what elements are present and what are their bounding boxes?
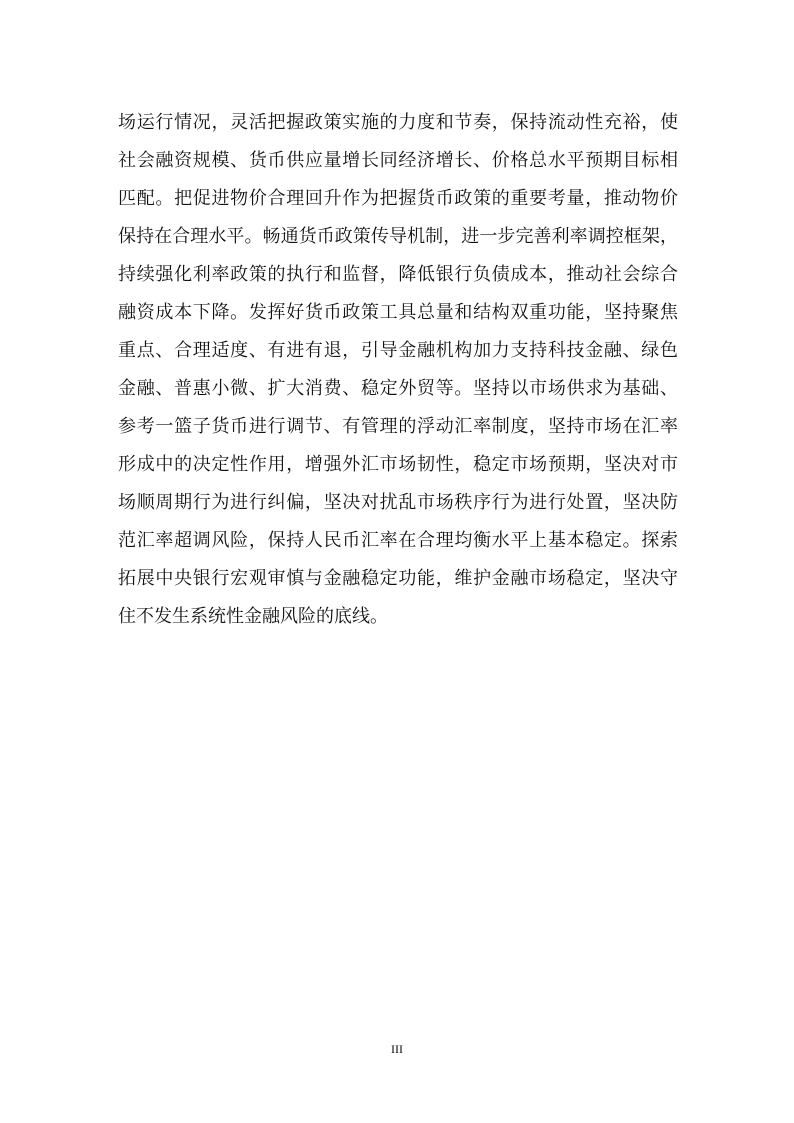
text-line: 金融、普惠小微、扩大消费、稳定外贸等。坚持以市场供求为基础、 (118, 378, 678, 399)
text-line: 持续强化利率政策的执行和监督，降低银行负债成本，推动社会综合 (118, 264, 678, 285)
text-line: 社会融资规模、货币供应量增长同经济增长、价格总水平预期目标相 (118, 150, 678, 171)
text-line: 重点、合理适度、有进有退，引导金融机构加力支持科技金融、绿色 (118, 340, 678, 361)
text-line: 保持在合理水平。畅通货币政策传导机制，进一步完善利率调控框架， (118, 226, 678, 247)
body-paragraph (118, 104, 678, 636)
page-number: III (391, 1042, 403, 1056)
text-line: 融资成本下降。发挥好货币政策工具总量和结构双重功能，坚持聚焦 (118, 302, 678, 323)
text-line: 场运行情况，灵活把握政策实施的力度和节奏，保持流动性充裕，使 (118, 112, 678, 133)
text-line-last: 住不发生系统性金融风险的底线。 (118, 606, 388, 627)
text-line: 匹配。把促进物价合理回升作为把握货币政策的重要考量，推动物价 (118, 188, 678, 209)
text-line: 参考一篮子货币进行调节、有管理的浮动汇率制度，坚持市场在汇率 (118, 416, 678, 437)
text-line: 拓展中央银行宏观审慎与金融稳定功能，维护金融市场稳定，坚决守 (118, 568, 678, 589)
text-line: 形成中的决定性作用，增强外汇市场韧性，稳定市场预期，坚决对市 (118, 454, 678, 475)
text-line: 范汇率超调风险，保持人民币汇率在合理均衡水平上基本稳定。探索 (118, 530, 678, 551)
text-line: 场顺周期行为进行纠偏，坚决对扰乱市场秩序行为进行处置，坚决防 (118, 492, 678, 513)
